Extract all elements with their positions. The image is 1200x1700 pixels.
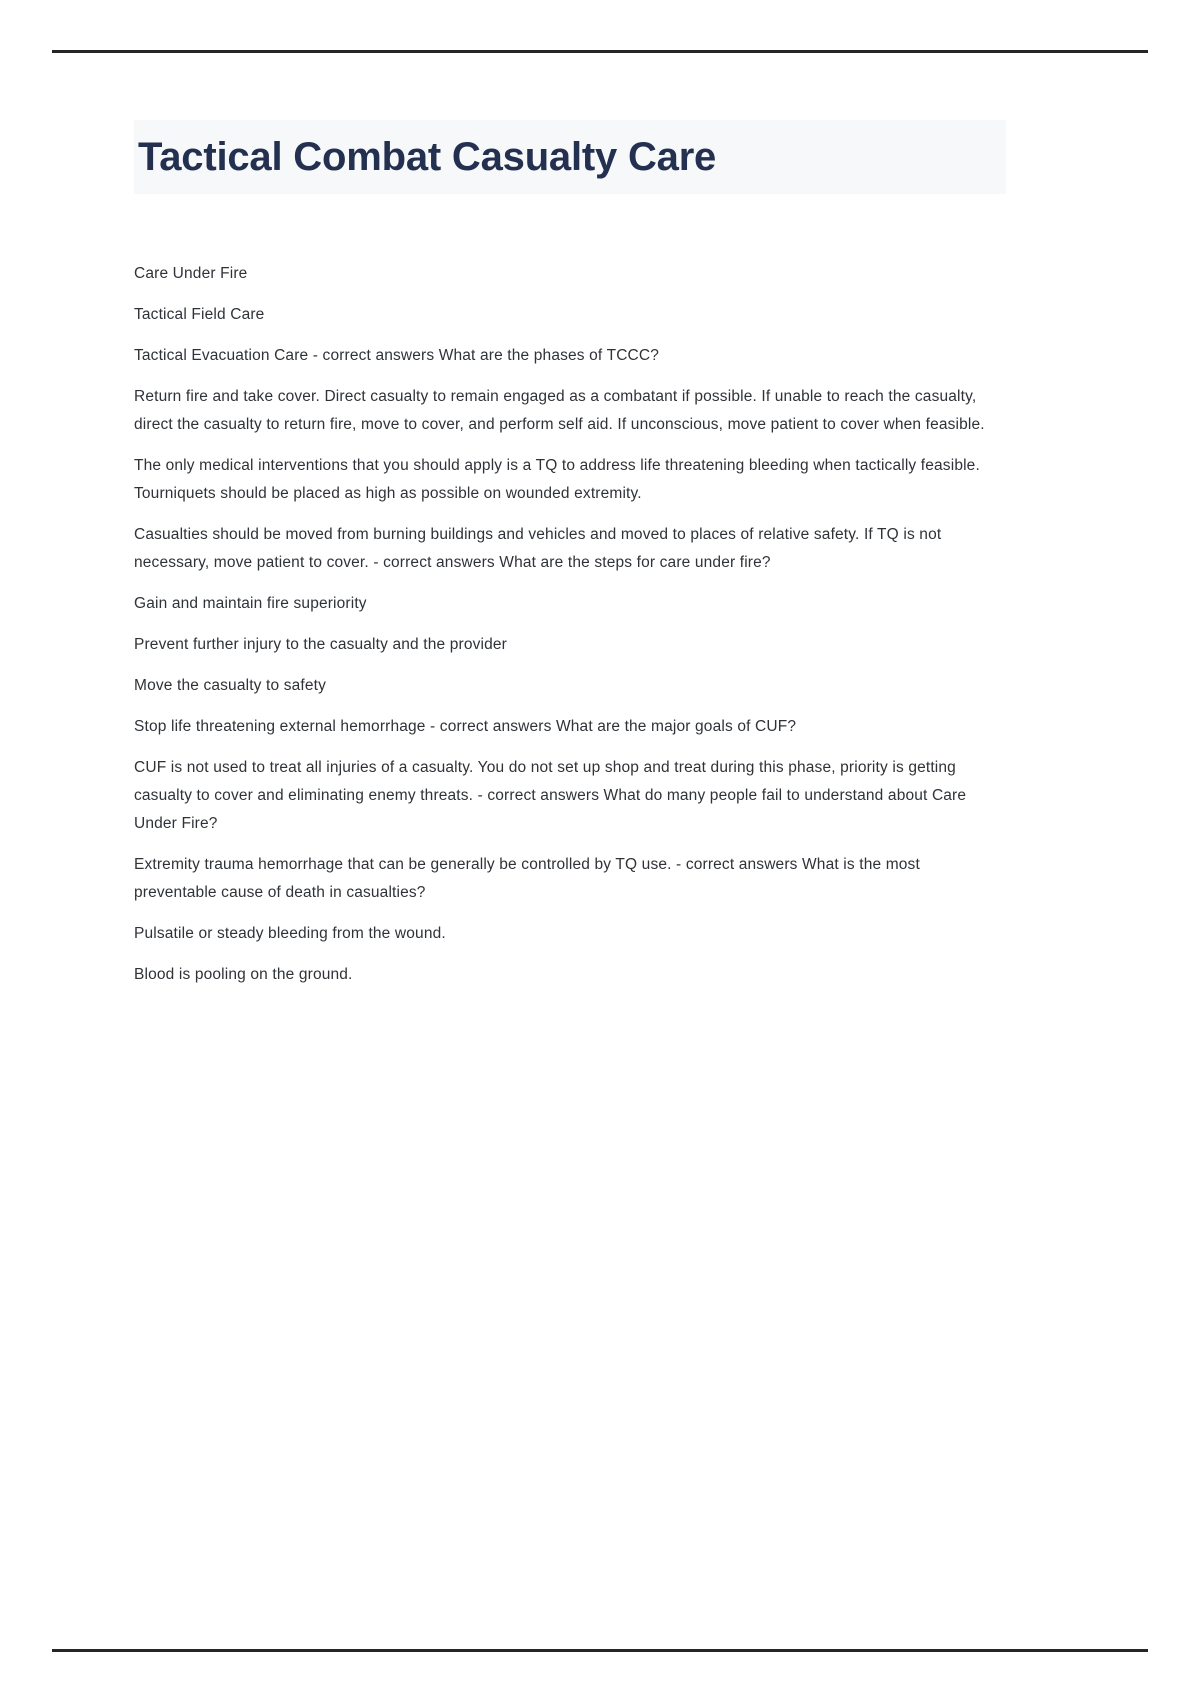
paragraph-preventable-death-answer: Extremity trauma hemorrhage that can be generally be controlled by TQ use. - correct answers What is the most preventable cause of death in casualties?: [134, 856, 920, 901]
paragraph-cuf-goals-answer-3: Move the casualty to safety: [134, 677, 327, 694]
page-bottom-rule: [52, 1649, 1148, 1652]
paragraph-cuf-goals-answer-4: Stop life threatening external hemorrhage - correct answers What are the major goals of CUF?: [134, 718, 797, 735]
paragraph-cuf-goals-answer-1: Gain and maintain fire superiority: [134, 595, 367, 612]
page-top-rule: [52, 50, 1148, 53]
paragraph-life-threat-bleeding-2: Blood is pooling on the ground.: [134, 966, 353, 983]
paragraph-phases-answer-2: Tactical Field Care: [134, 306, 265, 323]
page-title: Tactical Combat Casualty Care: [134, 120, 1006, 194]
document-body: [134, 260, 1006, 989]
paragraph-cuf-goals-answer-2: Prevent further injury to the casualty and the provider: [134, 636, 507, 653]
paragraph-phases-answer-1: Care Under Fire: [134, 265, 248, 282]
document-content: [134, 120, 1006, 989]
paragraph-life-threat-bleeding-1: Pulsatile or steady bleeding from the wound.: [134, 925, 446, 942]
paragraph-cuf-steps-answer-1: Return fire and take cover. Direct casualty to remain engaged as a combatant if possible. If unable to reach the casualty, direct the casualty to return fire, move to cover, and perform self aid. If unconscious, move patient to cover when feasible.: [134, 388, 985, 433]
paragraph-cuf-misunderstood-answer: CUF is not used to treat all injuries of a casualty. You do not set up shop and treat during this phase, priority is getting casualty to cover and eliminating enemy threats. - correct answers What do many people fail to understand about Care Under Fire?: [134, 759, 967, 832]
paragraph-phases-answer-3: Tactical Evacuation Care - correct answers What are the phases of TCCC?: [134, 347, 660, 364]
paragraph-cuf-steps-answer-2: The only medical interventions that you should apply is a TQ to address life threatening bleeding when tactically feasible. Tourniquets should be placed as high as possible on wounded extremity.: [134, 457, 980, 502]
paragraph-cuf-steps-answer-3: Casualties should be moved from burning buildings and vehicles and moved to places of relative safety. If TQ is not necessary, move patient to cover. - correct answers What are the steps for care under fire?: [134, 526, 942, 571]
